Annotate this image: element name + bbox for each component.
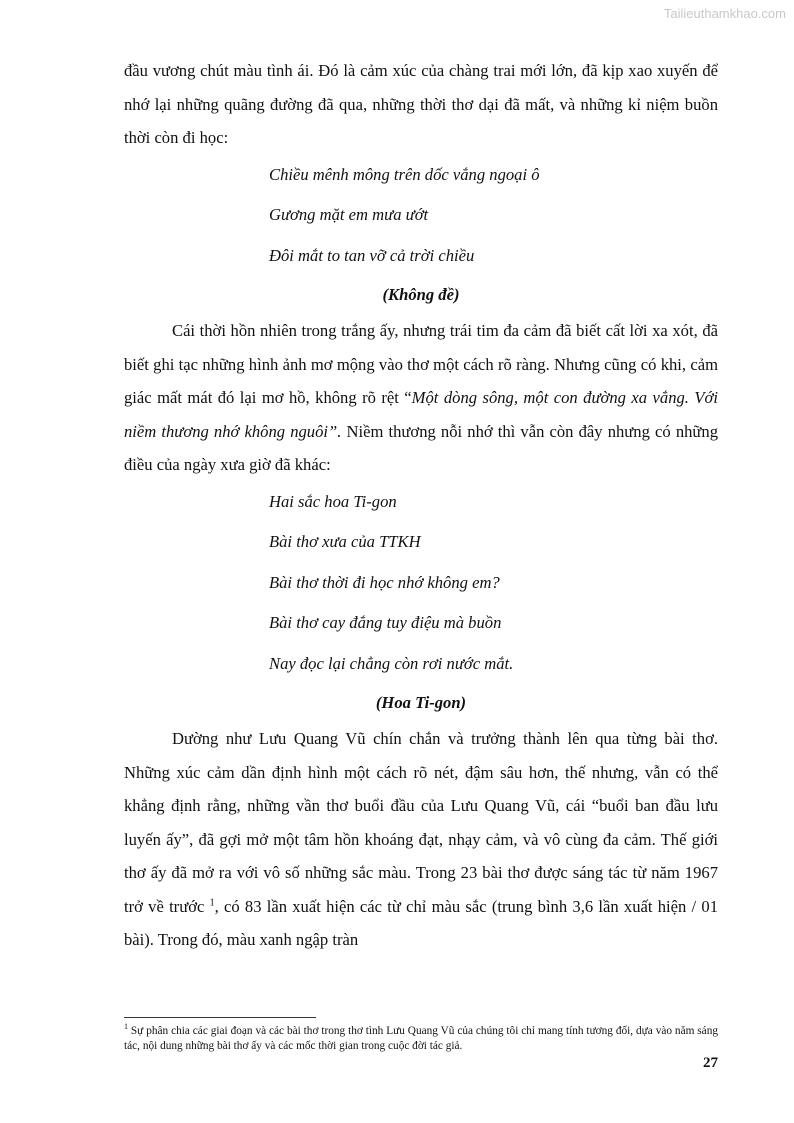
watermark-text: Tailieuthamkhao.com — [663, 6, 786, 21]
poem-line: Chiều mênh mông trên dốc vắng ngoại ô — [269, 164, 540, 184]
footnote-text: Sự phân chia các giai đoạn và các bài thơ trong thơ tình Lưu Quang Vũ của chúng tôi chỉ mang tính tương đối, dựa vào năm sáng tác, nội dung những bài thơ ấy và các mốc thời gian trong cuộc đời tác giả. — [124, 1025, 718, 1052]
paragraph-2-text-end: Niềm thương nỗi nhớ thì vẫn còn đây nhưng có những điều của ngày xưa giờ đã khác: — [124, 421, 719, 474]
footnote-divider — [124, 1017, 316, 1018]
poem-line: Bài thơ cay đắng tuy điệu mà buồn — [269, 613, 502, 632]
footnote-mark: 1 — [124, 1022, 128, 1032]
paragraph-2 — [124, 314, 718, 482]
inline-quote: Một dòng sông, một con đường xa vắng. Với niềm thương nhớ không nguôi”. — [124, 388, 718, 441]
poem-line: Bài thơ thời đi học nhớ không em? — [269, 572, 500, 592]
footnote-reference[interactable]: 1 — [209, 896, 215, 908]
poem-line: Nay đọc lại chẳng còn rơi nước mắt. — [269, 653, 514, 673]
paragraph-3-text-end: , có 83 lần xuất hiện các từ chỉ màu sắc (trung bình 3,6 lần xuất hiện / 01 bài). Trong đó, màu xanh ngập tràn — [124, 896, 718, 949]
poem-2 — [124, 482, 718, 685]
footnote — [124, 1024, 718, 1054]
page-body — [124, 54, 718, 957]
poem-line: Hai sắc hoa Ti-gon — [269, 491, 397, 511]
paragraph-1: đầu vương chút màu tình ái. Đó là cảm xúc của chàng trai mới lớn, đã kịp xao xuyến để nhớ lại những quãng đường đã qua, những thời thơ dại đã mất, và những kỉ niệm buồn thời còn đi học: — [124, 61, 718, 147]
paragraph-2-text: Cái thời hồn nhiên trong trắng ấy, nhưng trái tim đa cảm đã biết cất lời xa xót, đã biết ghi tạc những hình ảnh mơ mộng vào thơ một cách rõ ràng. Nhưng cũng có khi, cảm giác mất mát đó lại mơ hồ, không rõ rệt “ — [124, 321, 718, 407]
poem-1 — [124, 155, 718, 277]
poem-1-caption: (Không đề) — [382, 285, 460, 304]
poem-line: Đôi mắt to tan vỡ cả trời chiều — [269, 245, 475, 265]
poem-line: Gương mặt em mưa ướt — [269, 205, 429, 224]
paragraph-3 — [124, 722, 718, 957]
page-number: 27 — [703, 1055, 718, 1071]
paragraph-3-text: Dường như Lưu Quang Vũ chín chắn và trưởng thành lên qua từng bài thơ. Những xúc cảm dần định hình một cách rõ nét, đậm sâu hơn, thế nhưng, vẫn có thể khẳng định rằng, những vần thơ buổi đầu của Lưu Quang Vũ, cái “buổi ban đầu lưu luyến ấy”, đã gợi mở một tâm hồn khoáng đạt, nhạy cảm, và vô cùng đa cảm. Thế giới thơ ấy đã mở ra với vô số những sắc màu. Trong 23 bài thơ được sáng tác từ năm 1967 trở về trước — [124, 729, 718, 916]
poem-2-caption: (Hoa Ti-gon) — [375, 693, 467, 712]
poem-line: Bài thơ xưa của TTKH — [269, 532, 421, 551]
